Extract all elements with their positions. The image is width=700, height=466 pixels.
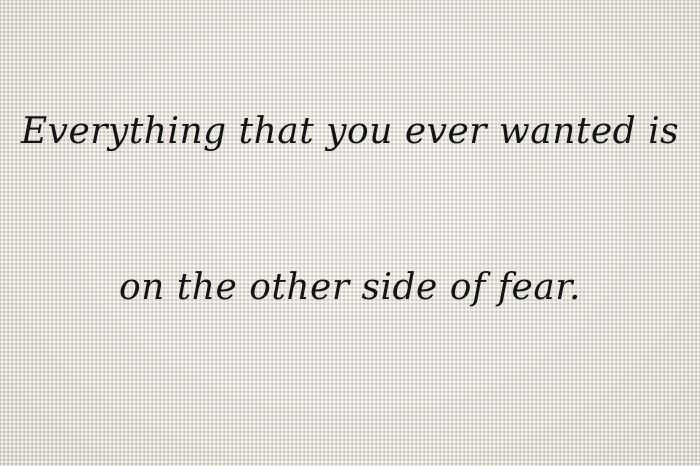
quote-line-1: Everything that you ever wanted is (20, 111, 680, 152)
quote-line-2: on the other side of fear. (119, 267, 581, 308)
